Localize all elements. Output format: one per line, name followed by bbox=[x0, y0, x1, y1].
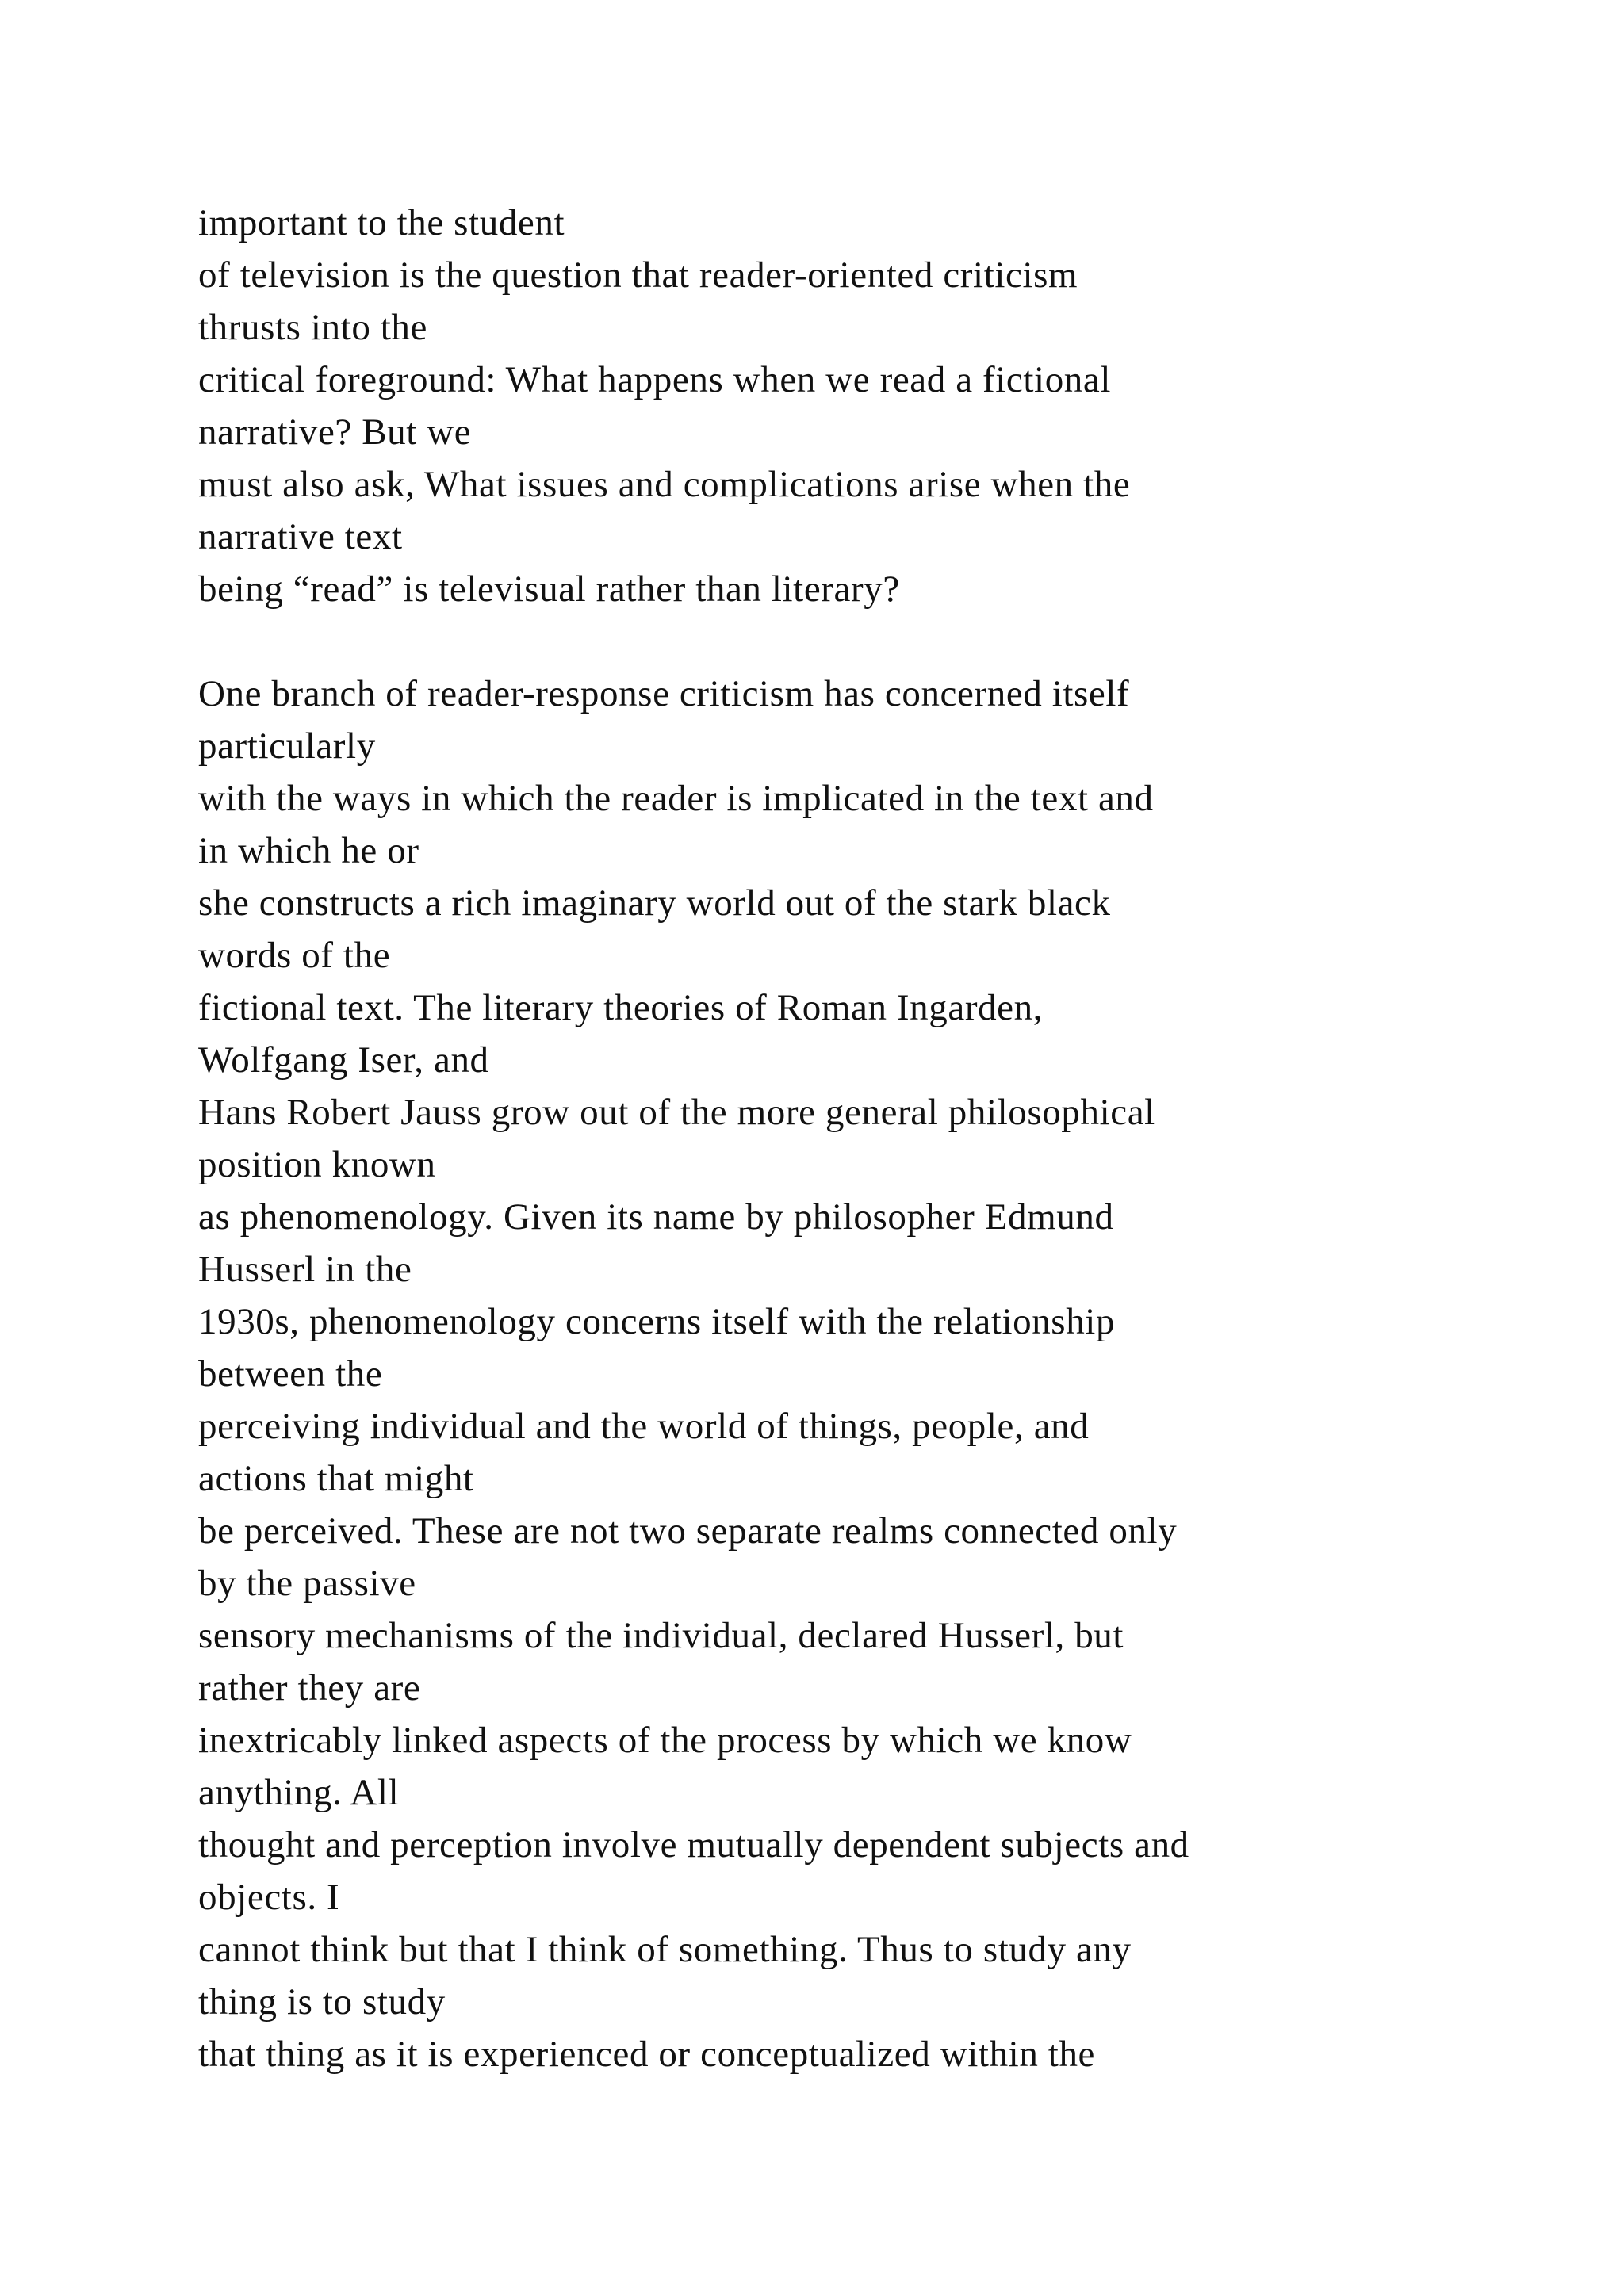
text-line: important to the student bbox=[198, 202, 565, 243]
text-line: cannot think but that I think of something. Thus to study any bbox=[198, 1929, 1132, 1970]
text-line: as phenomenology. Given its name by philosopher Edmund bbox=[198, 1196, 1114, 1238]
text-line: be perceived. These are not two separate realms connected only bbox=[198, 1510, 1178, 1552]
text-line: by the passive bbox=[198, 1563, 416, 1604]
text-line: words of the bbox=[198, 935, 391, 976]
text-line: thought and perception involve mutually dependent subjects and bbox=[198, 1824, 1189, 1866]
text-line: objects. I bbox=[198, 1877, 340, 1918]
text-line: Hans Robert Jauss grow out of the more general philosophical bbox=[198, 1092, 1155, 1133]
text-line: position known bbox=[198, 1144, 436, 1185]
text-line: that thing as it is experienced or conceptualized within the bbox=[198, 2034, 1095, 2075]
paragraph-1 bbox=[198, 197, 1546, 615]
text-line: between the bbox=[198, 1353, 383, 1395]
text-line: being “read” is televisual rather than literary? bbox=[198, 568, 900, 610]
text-line: rather they are bbox=[198, 1667, 421, 1709]
text-line: 1930s, phenomenology concerns itself with the relationship bbox=[198, 1301, 1116, 1342]
text-line: she constructs a rich imaginary world out of the stark black bbox=[198, 882, 1111, 924]
text-line: perceiving individual and the world of things, people, and bbox=[198, 1406, 1090, 1447]
text-line: particularly bbox=[198, 725, 376, 767]
text-line: must also ask, What issues and complications arise when the bbox=[198, 464, 1131, 505]
paragraph-2 bbox=[198, 668, 1546, 2080]
text-line: fictional text. The literary theories of Roman Ingarden, bbox=[198, 987, 1044, 1028]
text-line: Wolfgang Iser, and bbox=[198, 1039, 489, 1081]
text-line: critical foreground: What happens when we read a fictional bbox=[198, 359, 1112, 400]
paragraph-break bbox=[198, 615, 1546, 668]
text-line: inextricably linked aspects of the process by which we know bbox=[198, 1720, 1132, 1761]
text-line: narrative? But we bbox=[198, 411, 472, 453]
text-line: narrative text bbox=[198, 516, 403, 557]
text-line: of television is the question that reader-oriented criticism bbox=[198, 254, 1078, 296]
text-line: sensory mechanisms of the individual, declared Husserl, but bbox=[198, 1615, 1124, 1656]
text-line: actions that might bbox=[198, 1458, 474, 1499]
document-body bbox=[198, 197, 1546, 2080]
text-line: anything. All bbox=[198, 1772, 400, 1813]
text-line: with the ways in which the reader is implicated in the text and bbox=[198, 778, 1154, 819]
text-line: One branch of reader-response criticism has concerned itself bbox=[198, 673, 1130, 714]
text-line: thrusts into the bbox=[198, 307, 427, 348]
text-line: thing is to study bbox=[198, 1981, 446, 2022]
text-line: Husserl in the bbox=[198, 1249, 412, 1290]
text-line: in which he or bbox=[198, 830, 419, 871]
